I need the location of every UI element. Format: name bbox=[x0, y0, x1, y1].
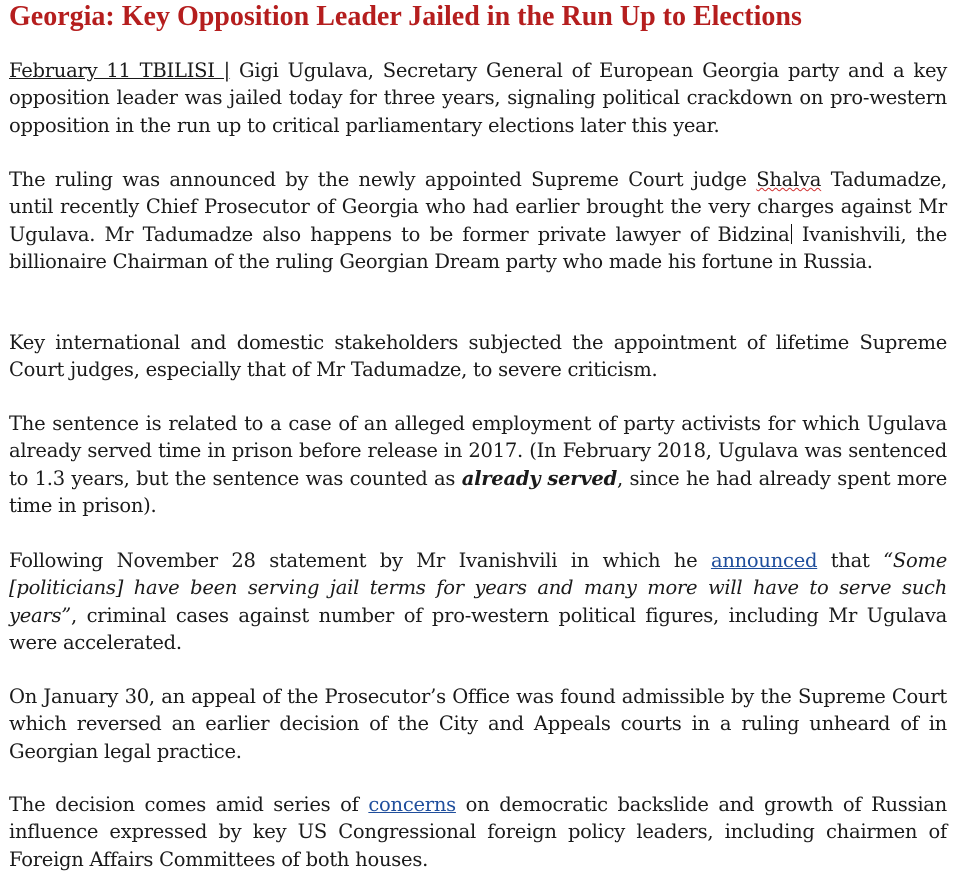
paragraph-5 bbox=[9, 547, 947, 656]
paragraph-4-text-a: The sentence is related to a case of an alleged employment of party activists for which Ugulava already served time in prison before release in 2017. (In February 2018, Ugulava was sentenced to 1.3 years, but the sentence was counted as bbox=[9, 412, 947, 490]
paragraph-6 bbox=[9, 683, 947, 765]
paragraph-7 bbox=[9, 791, 947, 873]
dateline: February 11 TBILISI | bbox=[9, 59, 231, 82]
announced-link[interactable]: announced bbox=[710, 549, 818, 572]
paragraph-3 bbox=[9, 329, 947, 384]
emphasis-already-served: already served bbox=[461, 466, 617, 490]
paragraph-5-text-a: Following November 28 statement by Mr Ivanishvili in which he bbox=[9, 549, 711, 572]
text-cursor bbox=[791, 224, 792, 244]
paragraph-3-text: Key international and domestic stakeholders subjected the appointment of lifetime Supreme Court judges, especially that of Mr Tadumadze, to severe criticism. bbox=[9, 331, 947, 382]
paragraph-5-text-b: that bbox=[817, 549, 884, 572]
ivanishvili-quote: “Some [politicians] have been serving jail terms for years and many more will have to serve such years” bbox=[9, 549, 947, 627]
paragraph-2 bbox=[9, 166, 947, 275]
paragraph-7-text-a: The decision comes amid series of bbox=[9, 793, 369, 816]
paragraph-2-text-a: The ruling was announced by the newly appointed Supreme Court judge bbox=[9, 168, 757, 191]
paragraph-2-text-c: Ivanishvili, the billionaire Chairman of the ruling Georgian Dream party who made his fortune in Russia. bbox=[9, 222, 948, 273]
paragraph-1 bbox=[9, 57, 947, 139]
paragraph-4 bbox=[9, 410, 947, 519]
paragraph-1-text: Gigi Ugulava, Secretary General of European Georgia party and a key opposition leader was jailed today for three years, signaling political crackdown on pro-western opposition in the run up to critical parliamentary elections later this year. bbox=[9, 59, 947, 137]
paragraph-6-text: On January 30, an appeal of the Prosecutor’s Office was found admissible by the Supreme Court which reversed an earlier decision of the City and Appeals courts in a ruling unheard of in Georgian legal practice. bbox=[9, 685, 947, 763]
article-title: Georgia: Key Opposition Leader Jailed in the Run Up to Elections bbox=[9, 1, 802, 32]
paragraph-2-text-b: Tadumadze, until recently Chief Prosecutor of Georgia who had earlier brought the very charges against Mr Ugulava. Mr Tadumadze also happens to be former private lawyer of Bidzina bbox=[9, 168, 947, 246]
concerns-link[interactable]: concerns bbox=[368, 793, 456, 816]
paragraph-5-text-c: , criminal cases against number of pro-western political figures, including Mr Ugulava were accelerated. bbox=[9, 603, 947, 654]
paragraph-7-text-b: on democratic backslide and growth of Russian influence expressed by key US Congressional foreign policy leaders, including chairmen of Foreign Affairs Committees of both houses. bbox=[9, 793, 947, 871]
paragraph-4-text-b: , since he had already spent more time in prison). bbox=[9, 466, 947, 517]
spellcheck-marked-word[interactable]: Shalva bbox=[756, 168, 822, 191]
